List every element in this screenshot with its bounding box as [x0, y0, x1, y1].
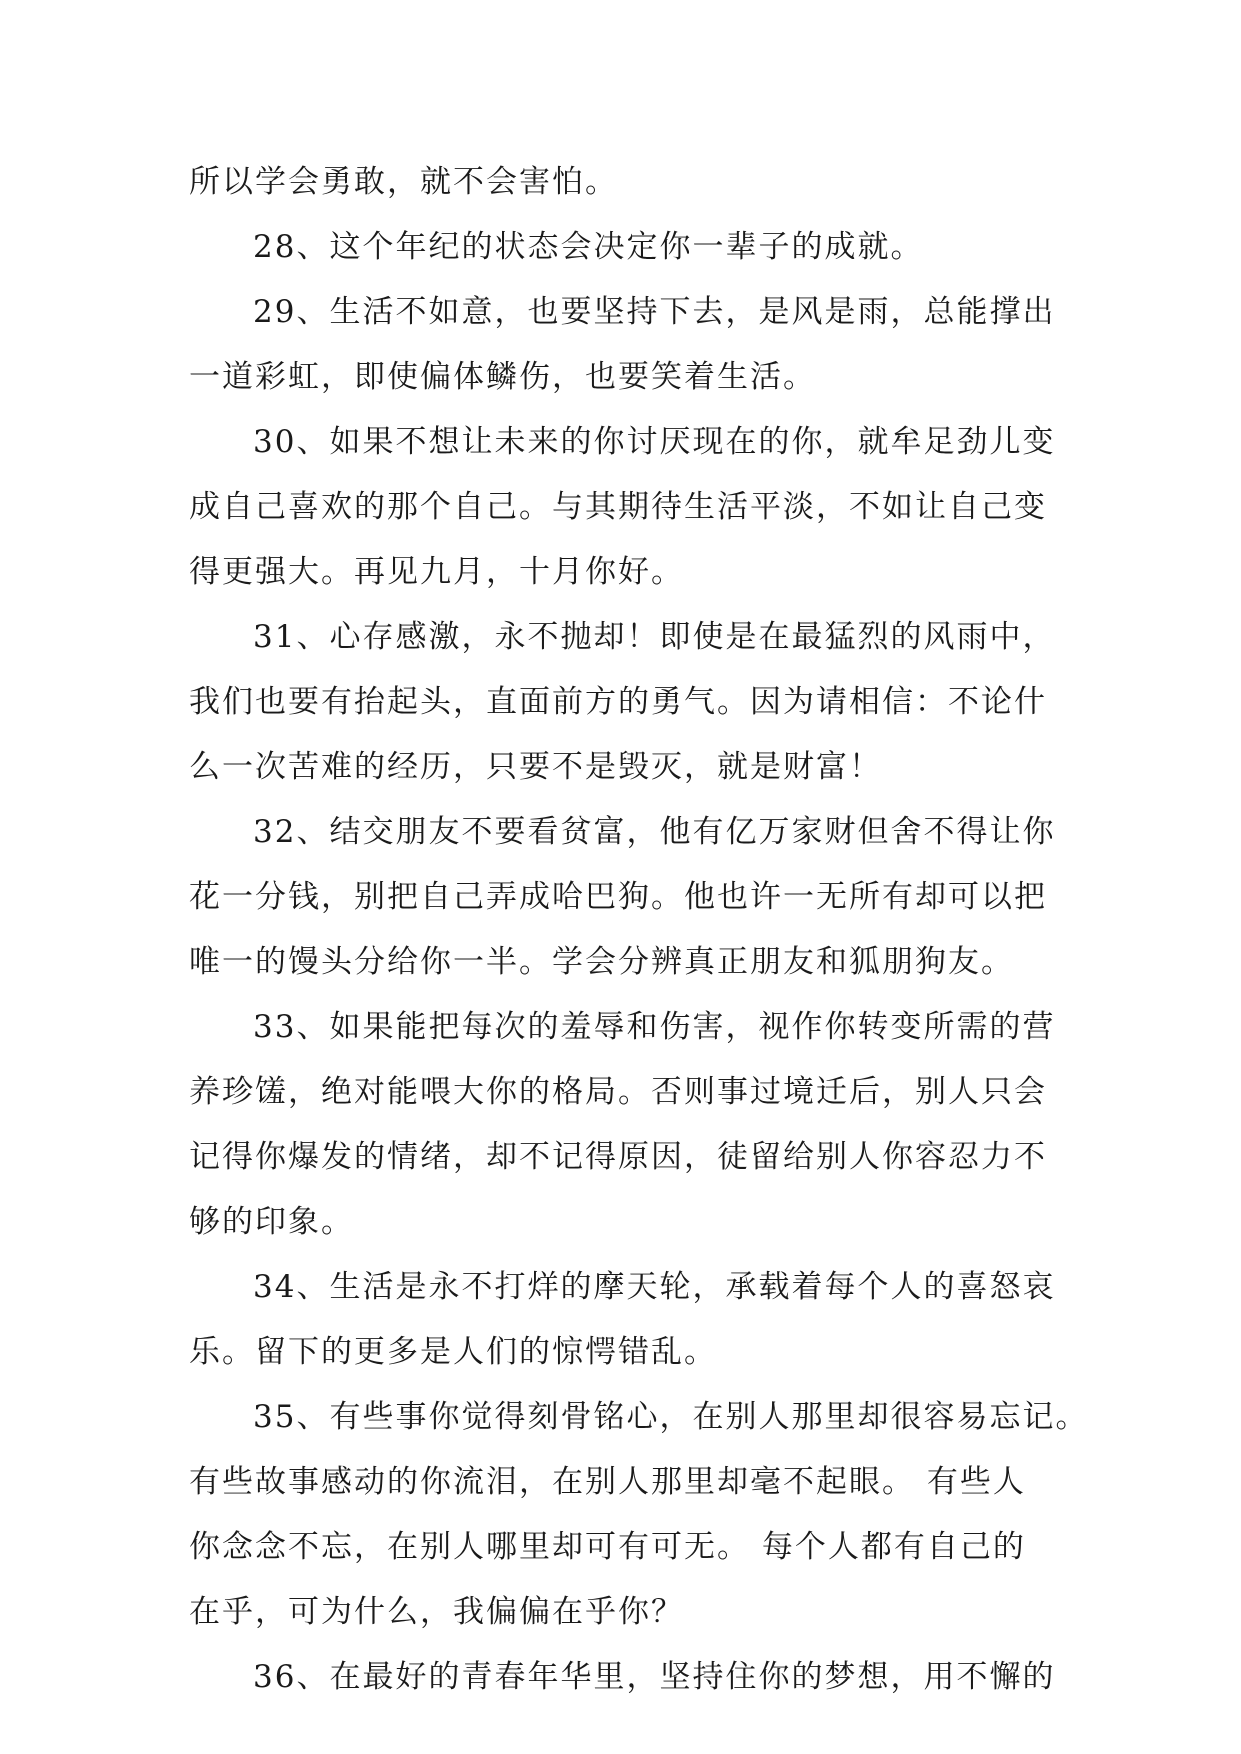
text-line: 在乎，可为什么，我偏偏在乎你？: [189, 1594, 684, 1630]
text-line: 养珍馐，绝对能喂大你的格局。否则事过境迁后，别人只会: [189, 1074, 1047, 1110]
text-line: 乐。留下的更多是人们的惊愕错乱。: [189, 1334, 717, 1370]
text-line: 所以学会勇敢，就不会害怕。: [189, 164, 618, 200]
text-line: 30、如果不想让未来的你讨厌现在的你，就牟足劲儿变: [253, 424, 1056, 460]
text-line: 你念念不忘，在别人哪里却可有可无。 每个人都有自己的: [189, 1529, 1026, 1565]
text-line: 花一分钱，别把自己弄成哈巴狗。他也许一无所有却可以把: [189, 879, 1047, 915]
text-line: 有些故事感动的你流泪，在别人那里却毫不起眼。 有些人: [189, 1464, 1026, 1500]
text-line: 34、生活是永不打烊的摩天轮，承载着每个人的喜怒哀: [253, 1269, 1056, 1305]
text-line: 35、有些事你觉得刻骨铭心，在别人那里却很容易忘记。: [253, 1399, 1089, 1435]
text-line: 33、如果能把每次的羞辱和伤害，视作你转变所需的营: [253, 1009, 1056, 1045]
text-line: 28、这个年纪的状态会决定你一辈子的成就。: [253, 229, 924, 265]
text-line: 够的印象。: [189, 1204, 354, 1240]
text-line: 唯一的馒头分给你一半。学会分辨真正朋友和狐朋狗友。: [189, 944, 1014, 980]
text-line: 记得你爆发的情绪，却不记得原因，徒留给别人你容忍力不: [189, 1139, 1047, 1175]
text-line: 得更强大。再见九月，十月你好。: [189, 554, 684, 590]
text-line: 我们也要有抬起头，直面前方的勇气。因为请相信：不论什: [189, 684, 1047, 720]
text-line: 31、心存感激，永不抛却！即使是在最猛烈的风雨中，: [253, 619, 1056, 655]
text-line: 么一次苦难的经历，只要不是毁灭，就是财富！: [189, 749, 882, 785]
text-line: 一道彩虹，即使偏体鳞伤，也要笑着生活。: [189, 359, 816, 395]
text-line: 成自己喜欢的那个自己。与其期待生活平淡，不如让自己变: [189, 489, 1047, 525]
text-line: 36、在最好的青春年华里，坚持住你的梦想，用不懈的: [253, 1659, 1056, 1695]
text-line: 29、生活不如意，也要坚持下去，是风是雨，总能撑出: [253, 294, 1056, 330]
text-line: 32、结交朋友不要看贫富，他有亿万家财但舍不得让你: [253, 814, 1056, 850]
